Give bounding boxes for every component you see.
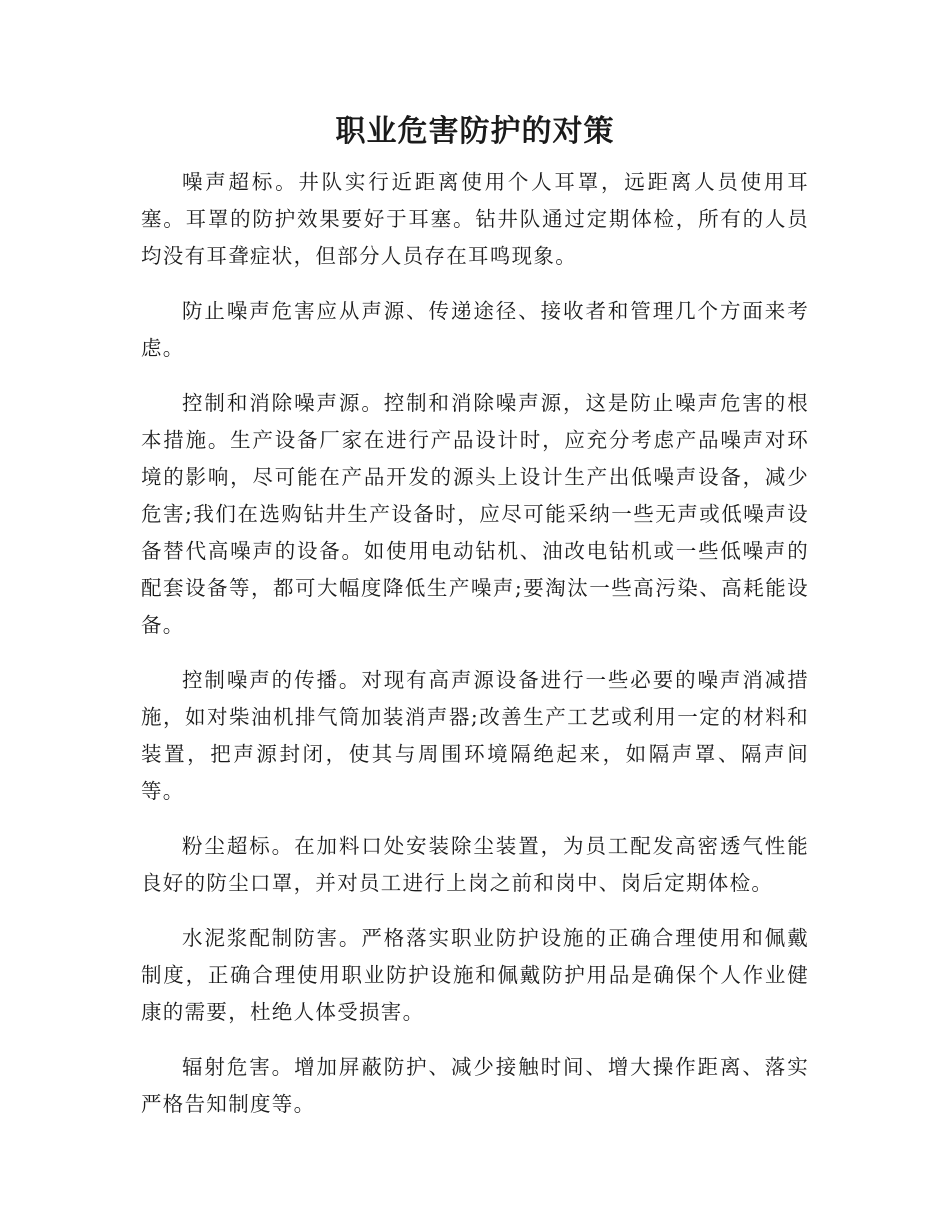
paragraph-dust-exceed: 粉尘超标。在加料口处安装除尘装置，为员工配发高密透气性能良好的防尘口罩，并对员工进行上岗之前和岗中、岗后定期体检。 bbox=[141, 834, 809, 895]
paragraph-noise-source-control: 控制和消除噪声源。控制和消除噪声源，这是防止噪声危害的根本措施。生产设备厂家在进行产品设计时，应充分考虑产品噪声对环境的影响，尽可能在产品开发的源头上设计生产出低噪声设备，减少危害;我们在选购钻井生产设备时，应尽可能采纳一些无声或低噪声设备替代高噪声的设备。如使用电动钻机、油改电钻机或一些低噪声的配套设备等，都可大幅度降低生产噪声;要淘汰一些高污染、高耗能设备。 bbox=[141, 391, 809, 637]
paragraph-noise-propagation: 控制噪声的传播。对现有高声源设备进行一些必要的噪声消减措施，如对柴油机排气筒加装消声器;改善生产工艺或利用一定的材料和装置，把声源封闭，使其与周围环境隔绝起来，如隔声罩、隔声间等。 bbox=[141, 668, 809, 803]
document-title: 职业危害防护的对策 bbox=[335, 114, 615, 149]
paragraph-radiation: 辐射危害。增加屏蔽防护、减少接触时间、增大操作距离、落实严格告知制度等。 bbox=[141, 1055, 809, 1116]
paragraph-noise-exceed: 噪声超标。井队实行近距离使用个人耳罩，远距离人员使用耳塞。耳罩的防护效果要好于耳塞。钻井队通过定期体检，所有的人员均没有耳聋症状，但部分人员存在耳鸣现象。 bbox=[141, 170, 809, 268]
paragraph-noise-prevention: 防止噪声危害应从声源、传递途径、接收者和管理几个方面来考虑。 bbox=[141, 299, 809, 360]
document-body bbox=[141, 164, 809, 1141]
paragraph-cement-slurry: 水泥浆配制防害。严格落实职业防护设施的正确合理使用和佩戴制度，正确合理使用职业防护设施和佩戴防护用品是确保个人作业健康的需要，杜绝人体受损害。 bbox=[141, 926, 809, 1024]
